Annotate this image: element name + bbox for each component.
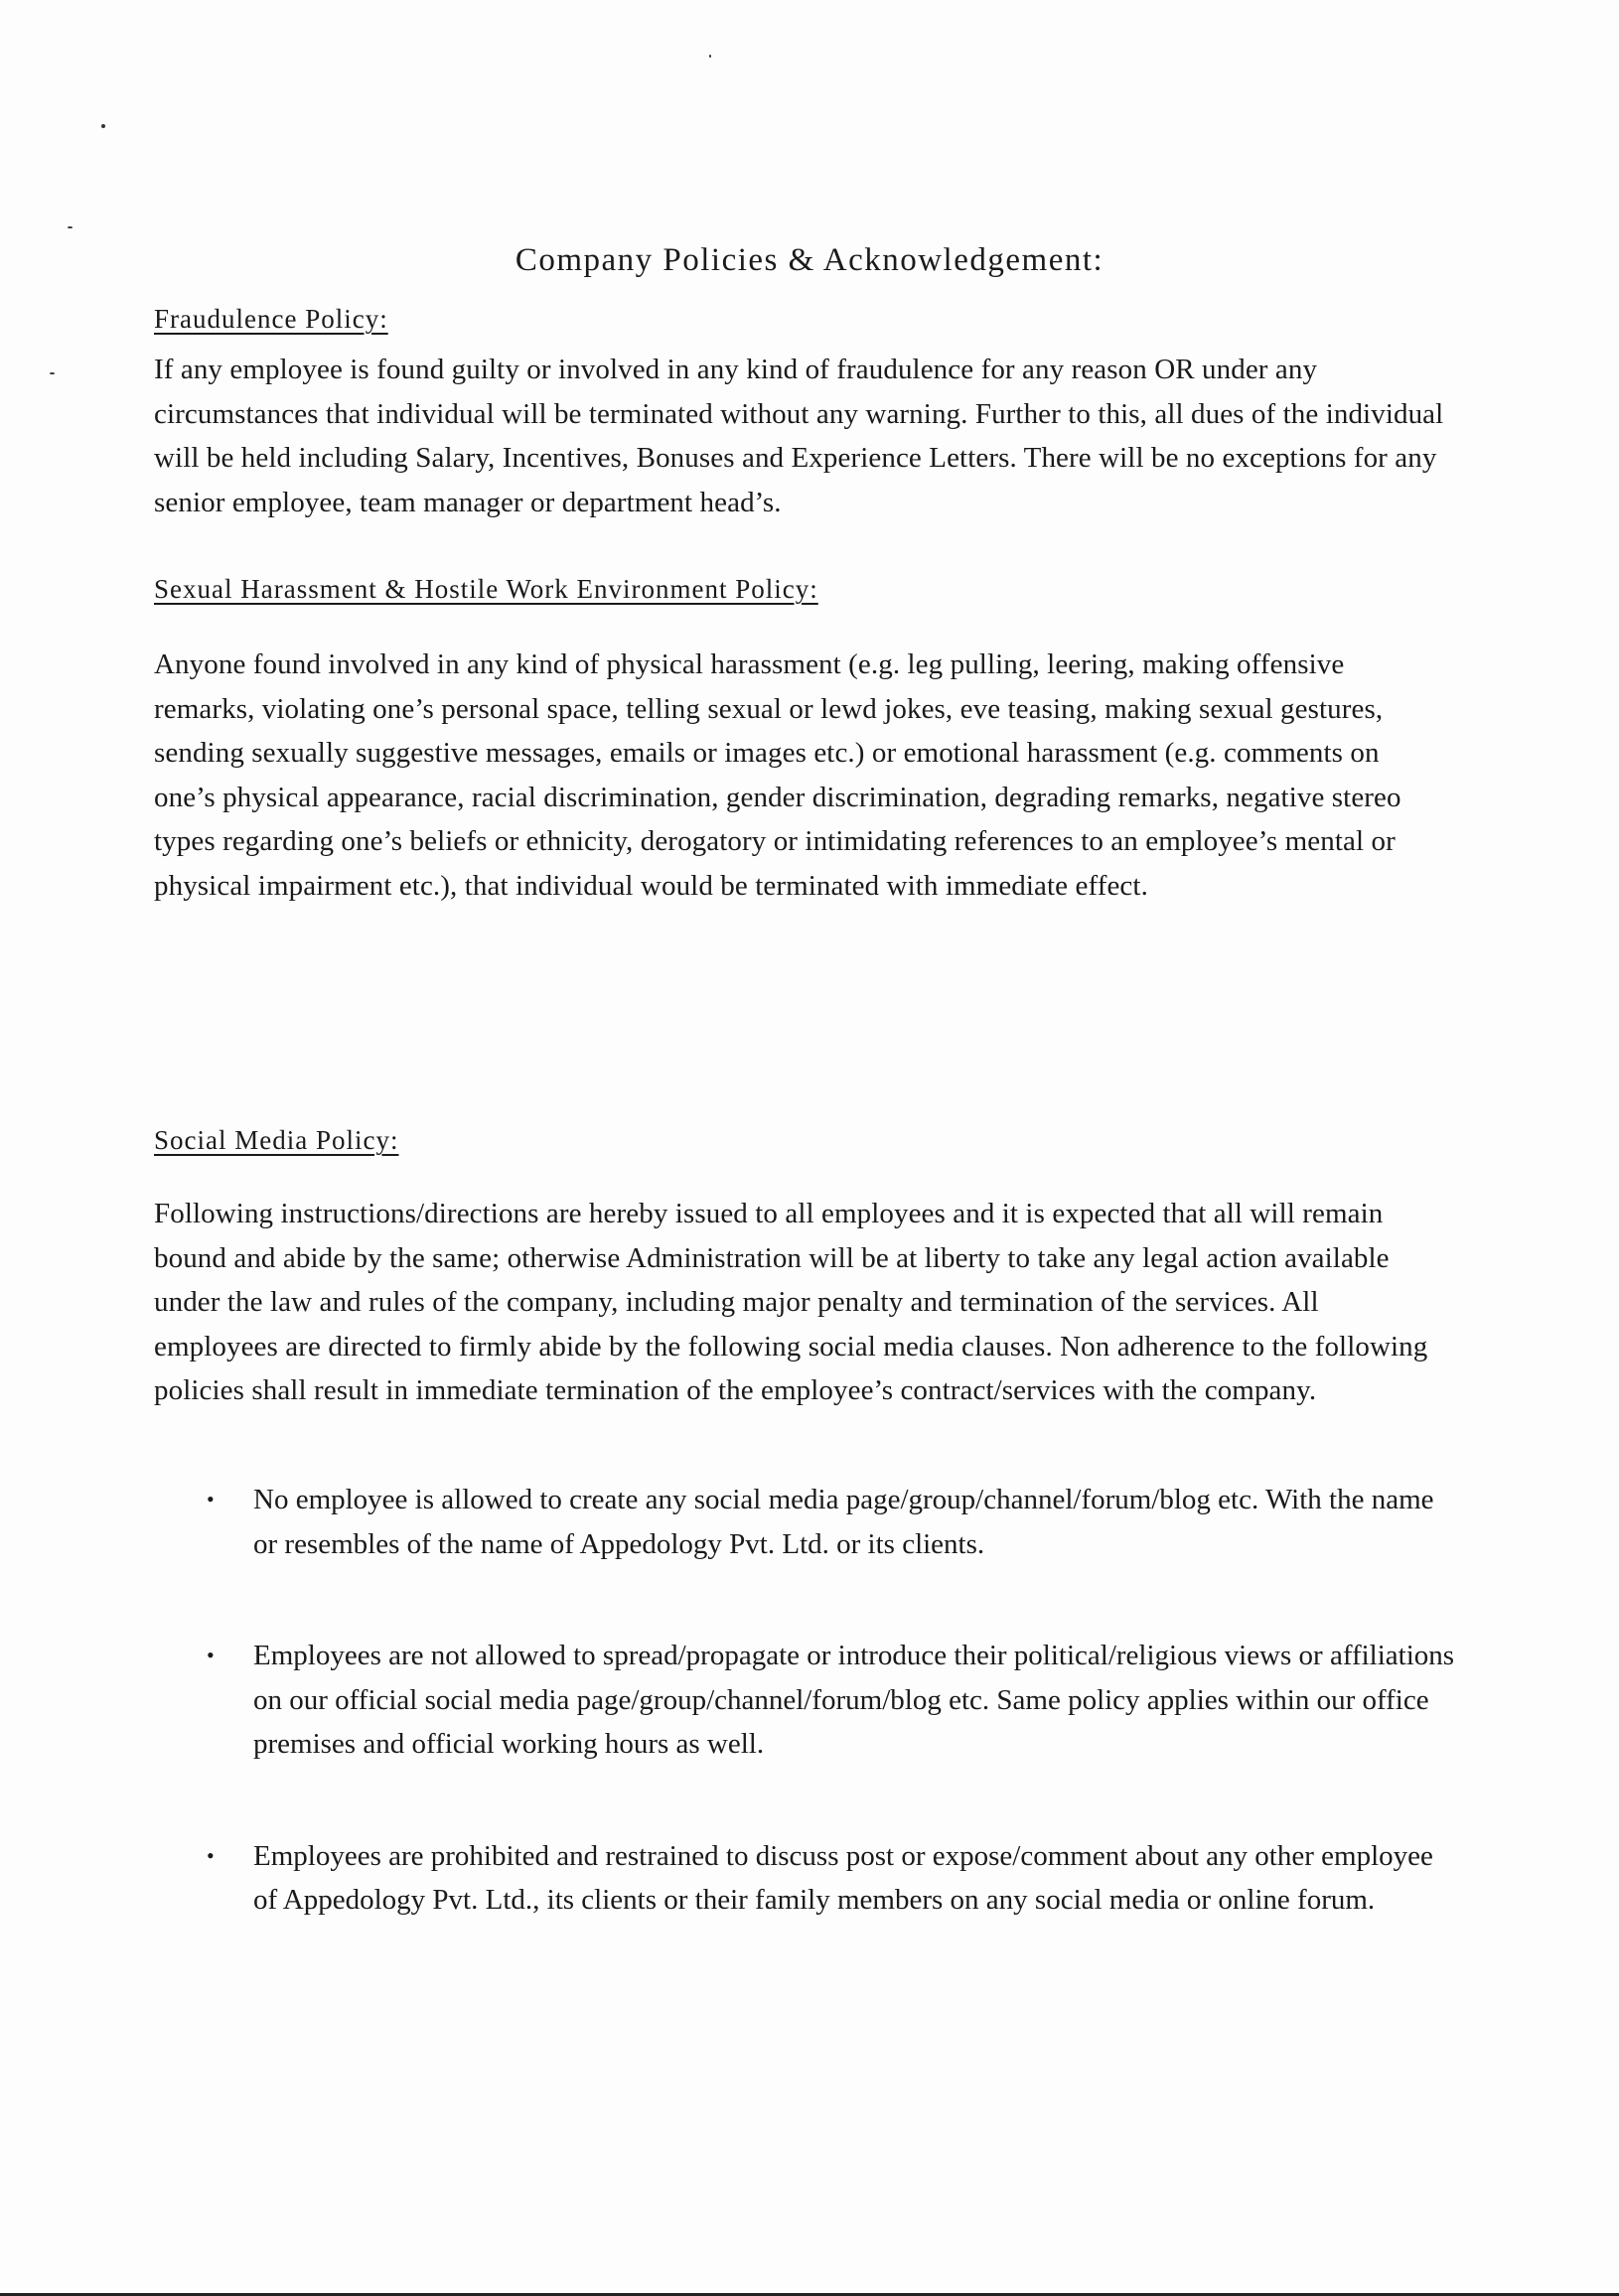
bullet-text: Employees are not allowed to spread/propagate or introduce their political/religious views or affiliations on our official social media page/group/channel/forum/blog etc. Same policy applies within our office premises and official working hours as well. <box>253 1640 1455 1760</box>
section-heading-harassment: Sexual Harassment & Hostile Work Environment Policy: <box>154 574 818 604</box>
section-body-fraudulence: If any employee is found guilty or involved in any kind of fraudulence for any reason OR under any circumstances that individual will be terminated without any warning. Further to this, all dues of the individual will be held including Salary, Incentives, Bonuses and Experience Letters. There will be no exceptions for any senior employee, team manager or department head’s. <box>154 354 1444 518</box>
bullet-icon: • <box>207 1487 215 1511</box>
bullet-item <box>199 1478 1460 1566</box>
bullet-item <box>199 1634 1460 1767</box>
bullet-text: Employees are prohibited and restrained to discuss post or expose/comment about any other employee of Appedology Pvt. Ltd., its clients or their family members on any social media or online forum. <box>253 1839 1433 1916</box>
scan-speck <box>68 226 73 228</box>
page-title: Company Policies & Acknowledgement: <box>515 242 1104 279</box>
bullet-text: No employee is allowed to create any social media page/group/channel/forum/blog etc. With the name or resembles of the name of Appedology Pvt. Ltd. or its clients. <box>253 1484 1434 1560</box>
section-heading-social-media: Social Media Policy: <box>154 1125 399 1155</box>
scan-speck <box>101 124 105 128</box>
section-heading-fraudulence: Fraudulence Policy: <box>154 304 388 334</box>
section-body-social-media: Following instructions/directions are hereby issued to all employees and it is expected that all will remain bound and abide by the same; otherwise Administration will be at liberty to take any legal action available under the law and rules of the company, including major penalty and termination of the services. All employees are directed to firmly abide by the following social media clauses. Non adherence to the following policies shall result in immediate termination of the employee’s contract/services with the company. <box>154 1198 1428 1406</box>
bullet-item <box>199 1834 1460 1923</box>
social-media-bullet-list <box>199 1478 1460 1990</box>
bullet-icon: • <box>207 1842 215 1868</box>
scan-speck <box>50 372 55 374</box>
scan-speck <box>709 55 711 58</box>
section-body-harassment: Anyone found involved in any kind of physical harassment (e.g. leg pulling, leering, making offensive remarks, violating one’s personal space, telling sexual or lewd jokes, eve teasing, making sexual gestures, sending sexually suggestive messages, emails or images etc.) or emotional harassment (e.g. comments on one’s physical appearance, racial discrimination, gender discrimination, degrading remarks, negative stereo types regarding one’s beliefs or ethnicity, derogatory or intimidating references to an employee’s mental or physical impairment etc.), that individual would be terminated with immediate effect. <box>154 648 1401 902</box>
bullet-icon: • <box>207 1643 215 1667</box>
